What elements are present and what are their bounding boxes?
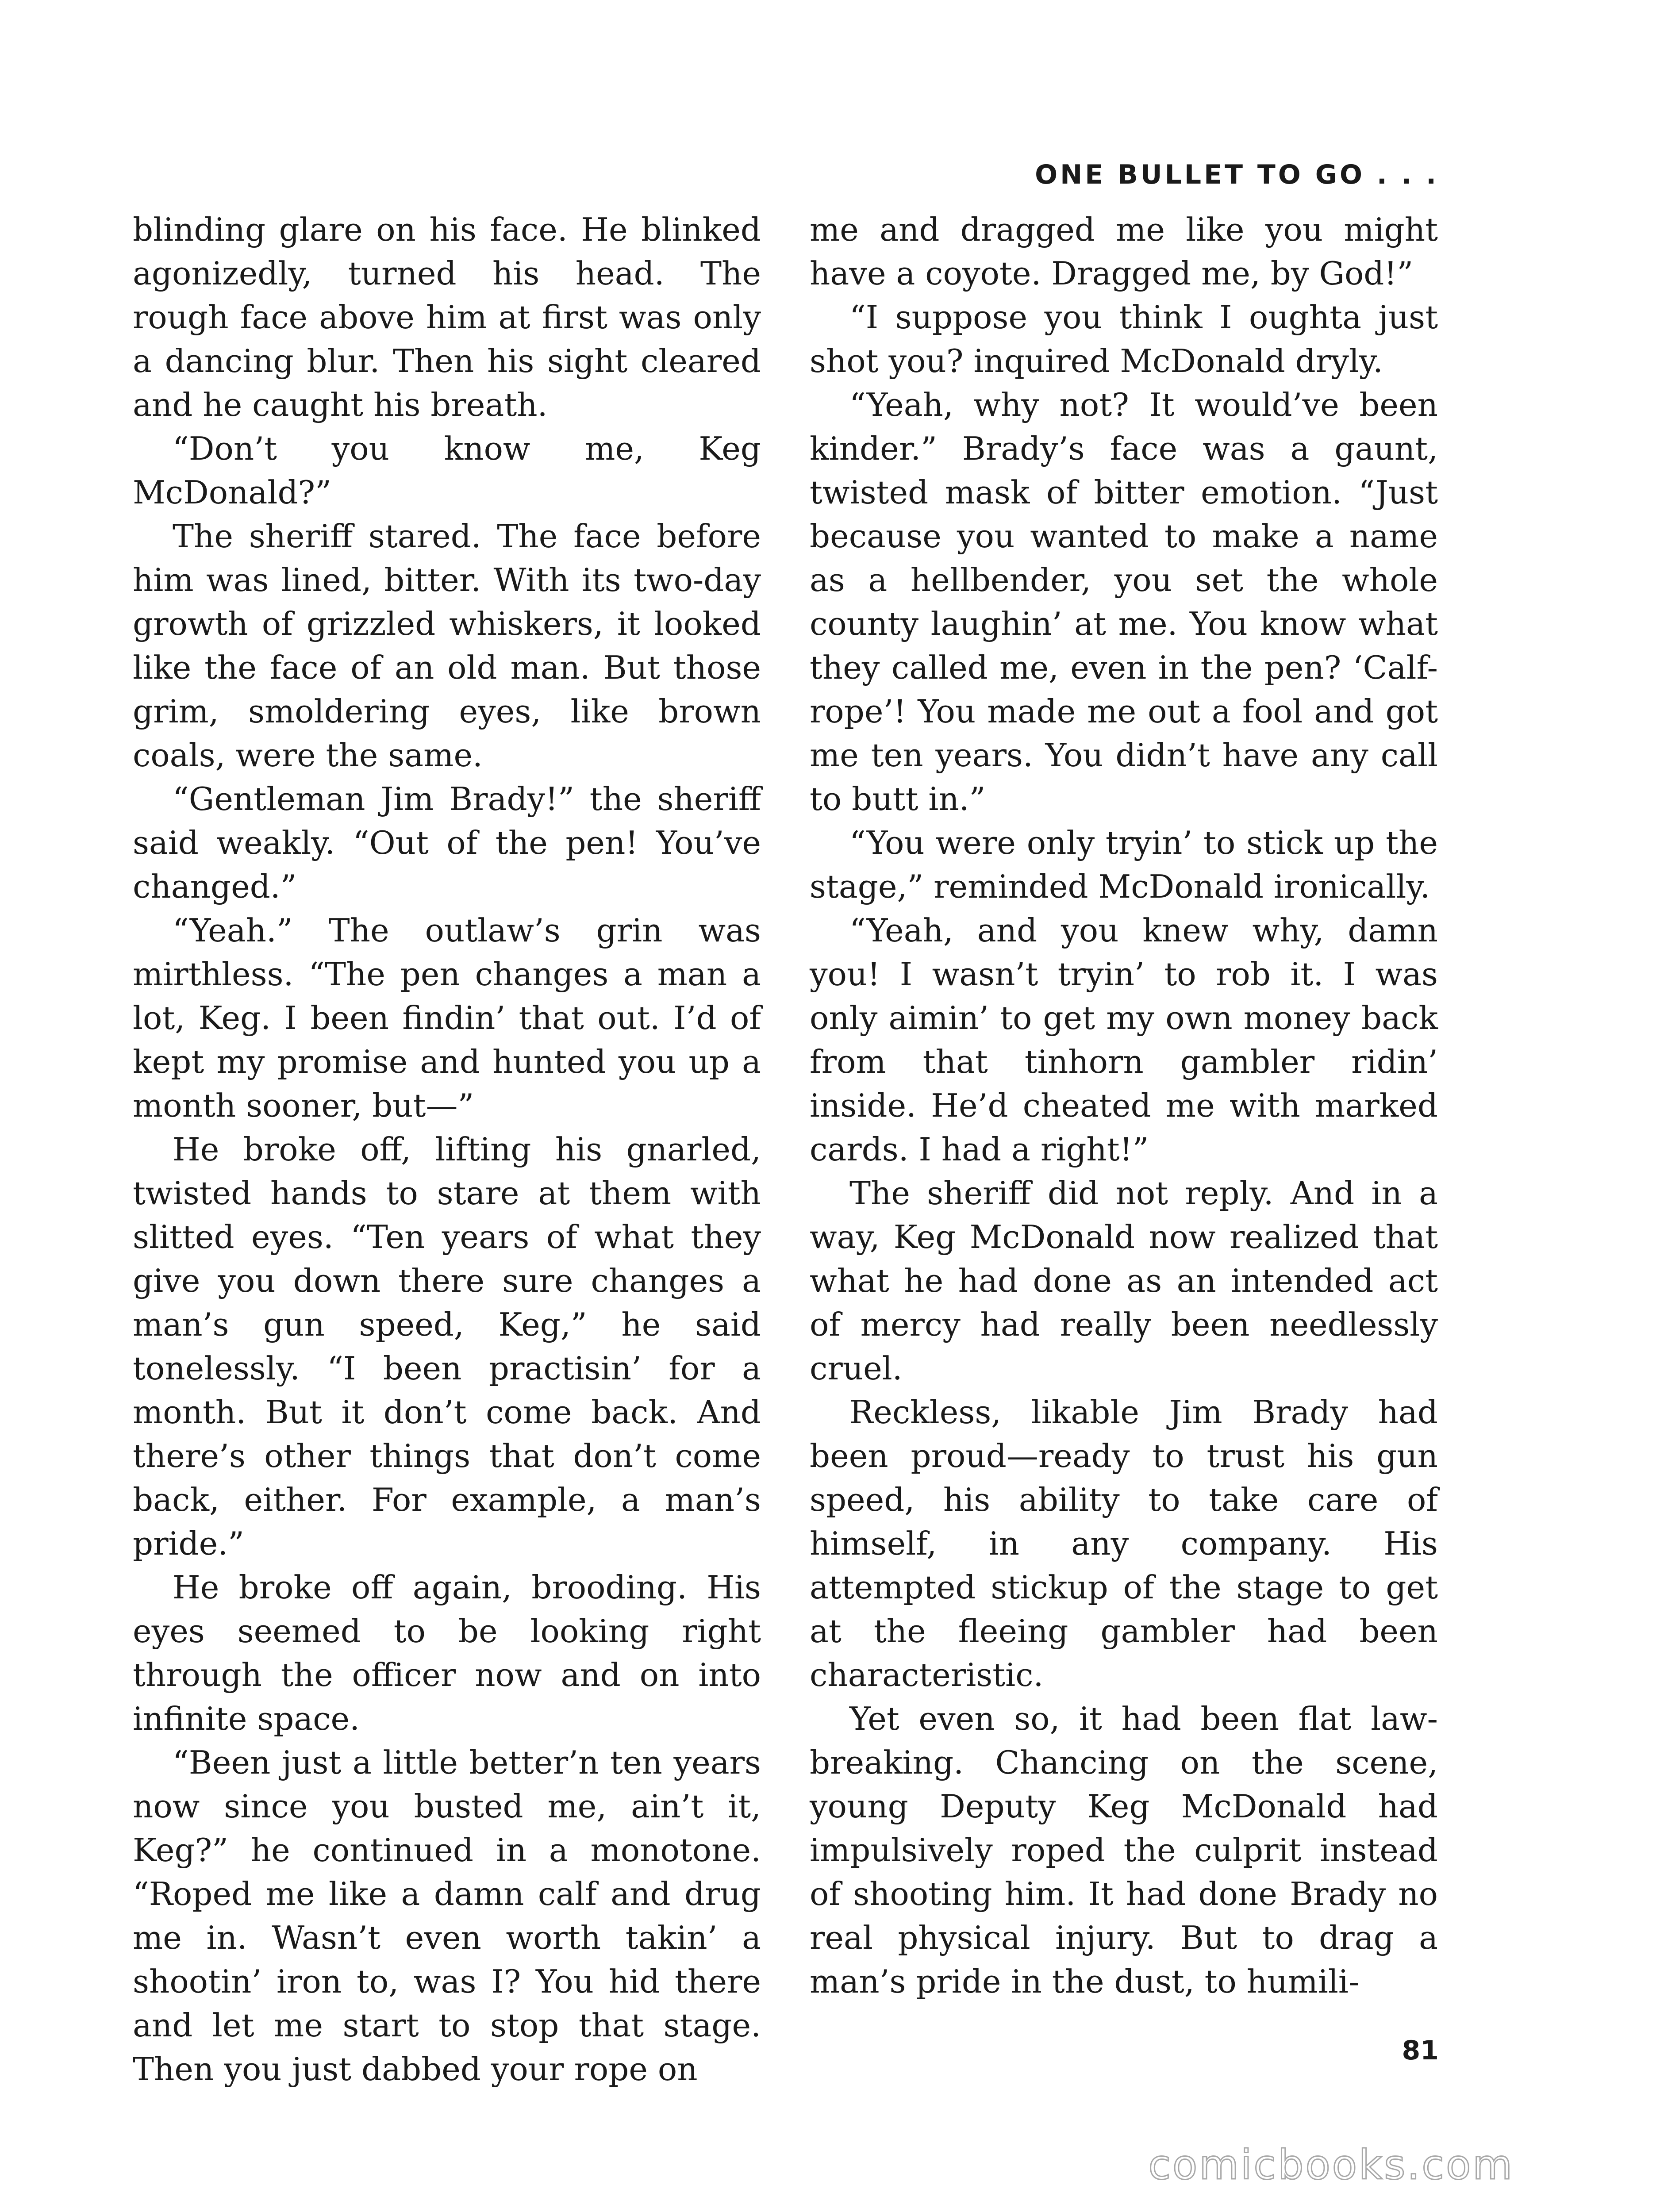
page-number: 81 bbox=[1402, 2035, 1439, 2066]
paragraph: “Yeah, why not? It would’ve been kinder.” Brady’s face was a gaunt, twisted mask of bitter emotion. “Just because you wanted to make a name as a hellbender, you set the whole county laughin’ at me. You know what they called me, even in the pen? ‘Calf-rope’! You made me out a fool and got me ten years. You didn’t have any call to butt in.” bbox=[810, 386, 1438, 818]
right-column bbox=[810, 208, 1438, 2004]
paragraph: “You were only tryin’ to stick up the stage,” reminded McDonald ironically. bbox=[810, 824, 1438, 905]
paragraph: blinding glare on his face. He blinked agonizedly, turned his head. The rough face above him at first was only a dancing blur. Then his sight cleared and he caught his breath. bbox=[133, 211, 761, 423]
paragraph: “Yeah, and you knew why, damn you! I wasn’t tryin’ to rob it. I was only aimin’ to get my own money back from that tinhorn gambler ridin’ inside. He’d cheated me with marked cards. I had a right!” bbox=[810, 912, 1438, 1168]
paragraph: Reckless, likable Jim Brady had been proud—ready to trust his gun speed, his ability to take care of himself, in any company. His attempted stickup of the stage to get at the fleeing gambler had been characteristic. bbox=[810, 1394, 1438, 1694]
paragraph: He broke off again, brooding. His eyes seemed to be looking right through the officer now and on into infinite space. bbox=[133, 1569, 761, 1737]
running-head: ONE BULLET TO GO . . . bbox=[1035, 159, 1439, 190]
paragraph: The sheriff stared. The face before him was lined, bitter. With its two-day growth of grizzled whiskers, it looked like the face of an old man. But those grim, smoldering eyes, like brown coals, were the same. bbox=[133, 518, 761, 774]
paragraph: Yet even so, it had been flat law-breaking. Chancing on the scene, young Deputy Keg McDonald had impulsively roped the culprit instead of shooting him. It had done Brady no real physical injury. But to drag a man’s pride in the dust, to humili- bbox=[810, 1700, 1438, 2000]
paragraph: “Don’t you know me, Keg McDonald?” bbox=[133, 430, 761, 511]
paragraph: He broke off, lifting his gnarled, twisted hands to stare at them with slitted eyes. “Ten years of what they give you down there sure changes a man’s gun speed, Keg,” he said tonelessly. “I been practisin’ for a month. But it don’t come back. And there’s other things that don’t come back, either. For example, a man’s pride.” bbox=[133, 1131, 761, 1562]
paragraph: “Yeah.” The outlaw’s grin was mirthless. “The pen changes a man a lot, Keg. I been findin’ that out. I’d of kept my promise and hunted you up a month sooner, but—” bbox=[133, 912, 761, 1124]
paragraph: “Been just a little better’n ten years now since you busted me, ain’t it, Keg?” he continued in a monotone. “Roped me like a damn calf and drug me in. Wasn’t even worth takin’ a shootin’ iron to, was I? You hid there and let me start to stop that stage. Then you just dabbed your rope on bbox=[133, 1744, 761, 2088]
paragraph: “Gentleman Jim Brady!” the sheriff said weakly. “Out of the pen! You’ve changed.” bbox=[133, 780, 761, 905]
watermark: comicbooks.com bbox=[1148, 2141, 1514, 2189]
paragraph: me and dragged me like you might have a coyote. Dragged me, by God!” bbox=[810, 211, 1438, 292]
left-column bbox=[133, 208, 761, 2091]
paragraph: The sheriff did not reply. And in a way, Keg McDonald now realized that what he had done as an intended act of mercy had really been needlessly cruel. bbox=[810, 1175, 1438, 1387]
paragraph: “I suppose you think I oughta just shot you? inquired McDonald dryly. bbox=[810, 299, 1438, 380]
